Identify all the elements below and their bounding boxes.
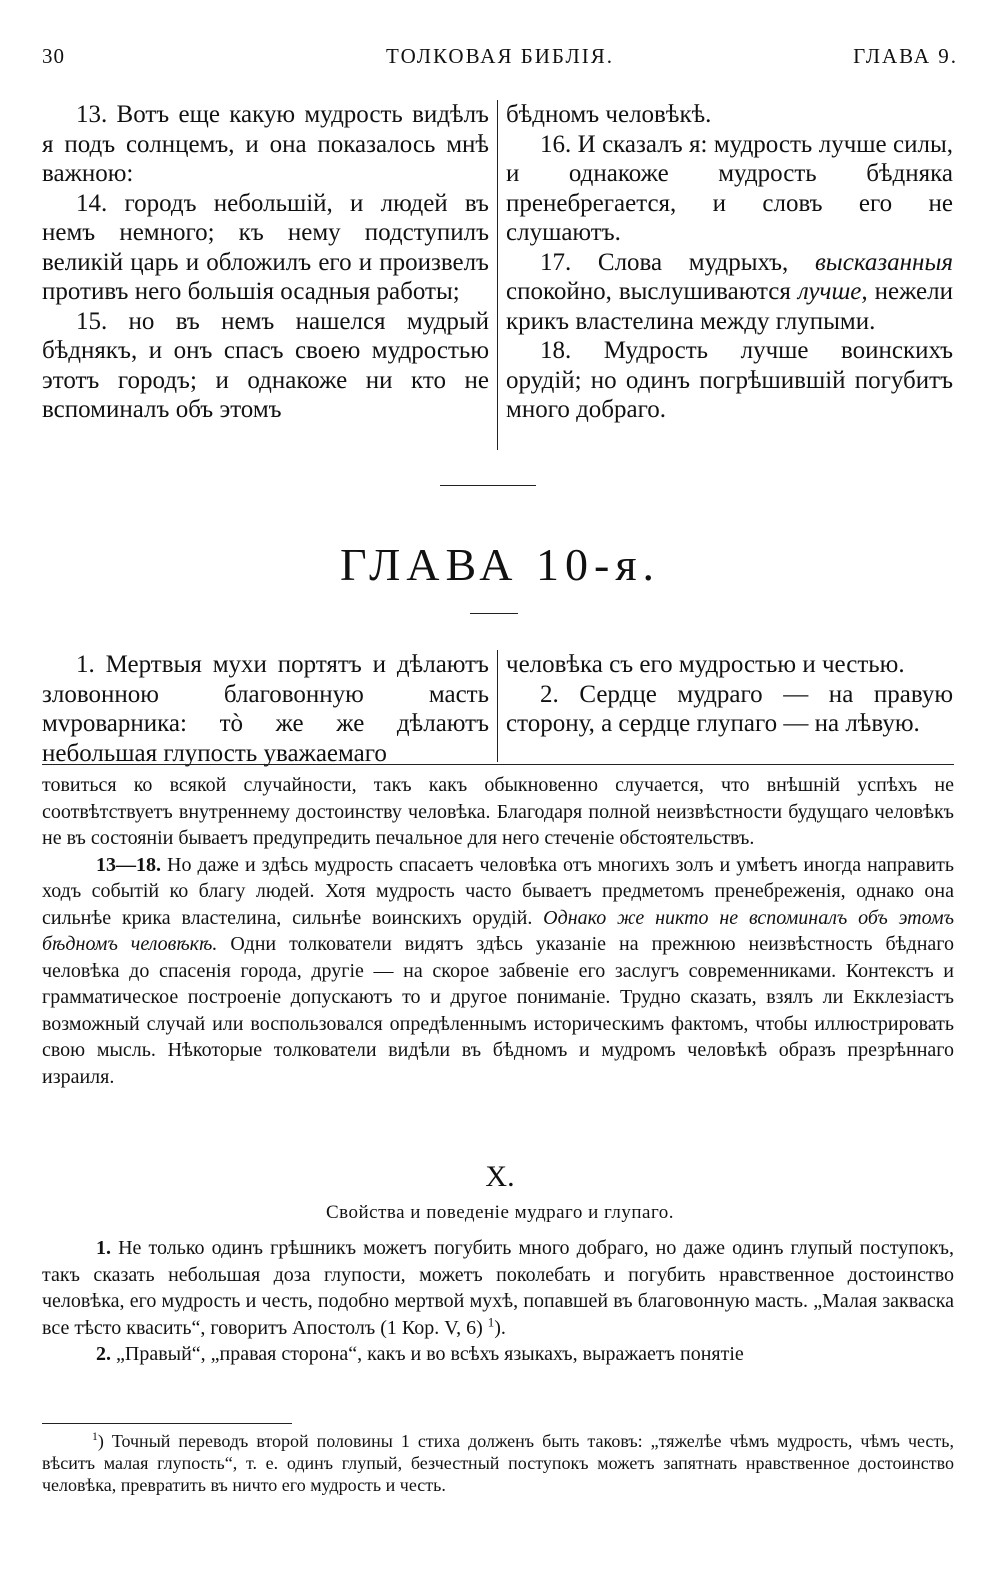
verse-14: 14. городъ небольшій, и людей въ немъ немного; къ нему подступилъ великій царь и обложилъ его и произвелъ противъ него большія осадныя работы;: [42, 189, 489, 305]
running-header: [42, 44, 958, 74]
chapter9-verses: [42, 100, 954, 450]
verse-column-left: [42, 650, 498, 767]
verse-17: [506, 248, 953, 337]
commentary-text: „Правый“, „правая сторона“, какъ и во всѣхъ языкахъ, выражаетъ понятіе: [111, 1343, 744, 1365]
commentary-text: Одни толкователи видятъ здѣсь указаніе на прежнюю неизвѣстность бѣднаго человѣка до спасенія города, другіе — на скорое забвеніе его заслугъ современниками. Контекстъ и грамматическое построеніе допускаютъ то и другое пониманіе. Трудно сказать, взялъ ли Екклезіастъ возможный случай или воспользовался опредѣленнымъ историческимъ фактомъ, чтобы иллюстрировать свою мысль. Нѣкоторые толкователи видѣли въ бѣдномъ и мудромъ человѣкѣ образъ презрѣннаго израиля.: [42, 933, 955, 1088]
running-chapter: ГЛАВА 9.: [853, 44, 958, 68]
running-title: ТОЛКОВАЯ БИБЛІЯ.: [386, 44, 614, 68]
text-commentary-divider: [42, 764, 954, 765]
commentary-text: Не только одинъ грѣшникъ можетъ погубить много добраго, но даже одинъ глупый поступокъ, такъ сказать небольшая доза глупости, можетъ поколебать и погубить нравственное достоинство человѣка, его мудрость и честь, подобно мертвой мухѣ, попавшей въ благовонную масть. „Малая закваска все тѣсто квасить“, говоритъ Апостолъ (1 Кор. V, 6): [42, 1237, 954, 1339]
commentary-block: [42, 1235, 954, 1368]
verse-13: 13. Вотъ еще какую мудрость видѣлъ я подъ солнцемъ, и она показалось мнѣ важною:: [42, 101, 489, 187]
verse-ref: 1.: [96, 1237, 111, 1259]
commentary-text: Но даже и здѣсь мудрость спасаетъ человѣка отъ многихъ золъ и умѣетъ иногда направить ходъ событій ко благу людей. Хотя мудрость часто бываетъ предметомъ пренебреженія, однако она сильнѣе крика властелина, сильнѣе воинскихъ орудій.: [42, 853, 954, 929]
chapter-title: ГЛАВА 10-я.: [339, 539, 661, 590]
verse-15: 15. но въ немъ нашелся мудрый бѣднякъ, и онъ спасъ своею мудростью этотъ городъ; и однакоже ни кто не вспоминалъ объ этомъ: [42, 307, 489, 423]
verse-1-continued: человѣка съ его мудростью и честью.: [506, 651, 905, 678]
verse-column-right: [498, 100, 953, 450]
verse-column-right: [498, 650, 953, 762]
verse-column-left: [42, 100, 498, 450]
commentary-paragraph: [42, 1341, 954, 1368]
footnote-body: ) Точный переводъ второй половины 1 стиха долженъ быть таковъ: „тяжелѣе чѣмъ мудрость, чѣмъ честь, вѣситъ малая глупость“, т. е. одинъ глупый, безчестный поступокъ можетъ запятнать нравственное достоинство человѣка, превратить въ ничто его мудрость и честь.: [42, 1431, 954, 1495]
verse-17-italic: лучше,: [797, 278, 868, 305]
commentary-paragraph: [42, 852, 954, 1091]
commentary-text: ).: [494, 1316, 506, 1339]
footnote-mark: 1: [92, 1430, 98, 1443]
footnote: [42, 1430, 954, 1496]
commentary-block: [42, 772, 954, 1090]
divider-rule: [470, 613, 518, 614]
verse-17-part: 17. Слова мудрыхъ,: [540, 248, 815, 276]
section-title: Свойства и поведеніе мудраго и глупаго.: [325, 1202, 675, 1223]
footnote-rule: [42, 1423, 292, 1424]
footnote-text: [42, 1430, 954, 1496]
verse-range-ref: 13—18.: [96, 853, 161, 876]
quoted-verse: Однако же никто не вспоминалъ объ этомъ бѣдномъ человѣкѣ.: [42, 906, 954, 955]
verse-17-part: спокойно, выслушиваются: [506, 278, 798, 305]
commentary-paragraph: товиться ко всякой случайности, такъ какъ обыкновенно случается, что внѣшній успѣхъ не соотвѣтствуетъ внутреннему достоинству человѣка. Благодаря полной неизвѣстности будущаго человѣкъ не въ состояніи бываетъ предупредить печальное для него стеченіе обстоятельствъ.: [42, 774, 954, 849]
verse-18: 18. Мудрость лучше воинскихъ орудій; но одинъ погрѣшившій погубитъ много добраго.: [506, 337, 953, 423]
verse-2: 2. Сердце мудраго — на правую сторону, а сердце глупаго — на лѣвую.: [506, 680, 953, 737]
section-numeral: X.: [485, 1160, 515, 1193]
verse-1: 1. Мертвыя мухи портятъ и дѣлаютъ зловонною благовонную масть мvроварника: тò же же дѣлаютъ небольшая глупость уважаемаго: [42, 651, 489, 767]
chapter10-verses: [42, 650, 954, 767]
verse-15-continued: бѣдномъ человѣкѣ.: [506, 101, 712, 128]
verse-17-part: нежели крикъ властелина между глупыми.: [506, 278, 953, 335]
footnote-ref[interactable]: 1: [487, 1313, 495, 1329]
verse-ref: 2.: [96, 1343, 111, 1365]
verse-17-italic: высказанныя: [814, 248, 953, 276]
verse-16: 16. И сказалъ я: мудрость лучше силы, и однакоже мудрость бѣдняка пренебрегается, и словъ его не слушаютъ.: [506, 130, 953, 246]
divider-rule: [440, 485, 536, 486]
page-number: 30: [42, 44, 65, 68]
commentary-paragraph: [42, 1235, 954, 1341]
